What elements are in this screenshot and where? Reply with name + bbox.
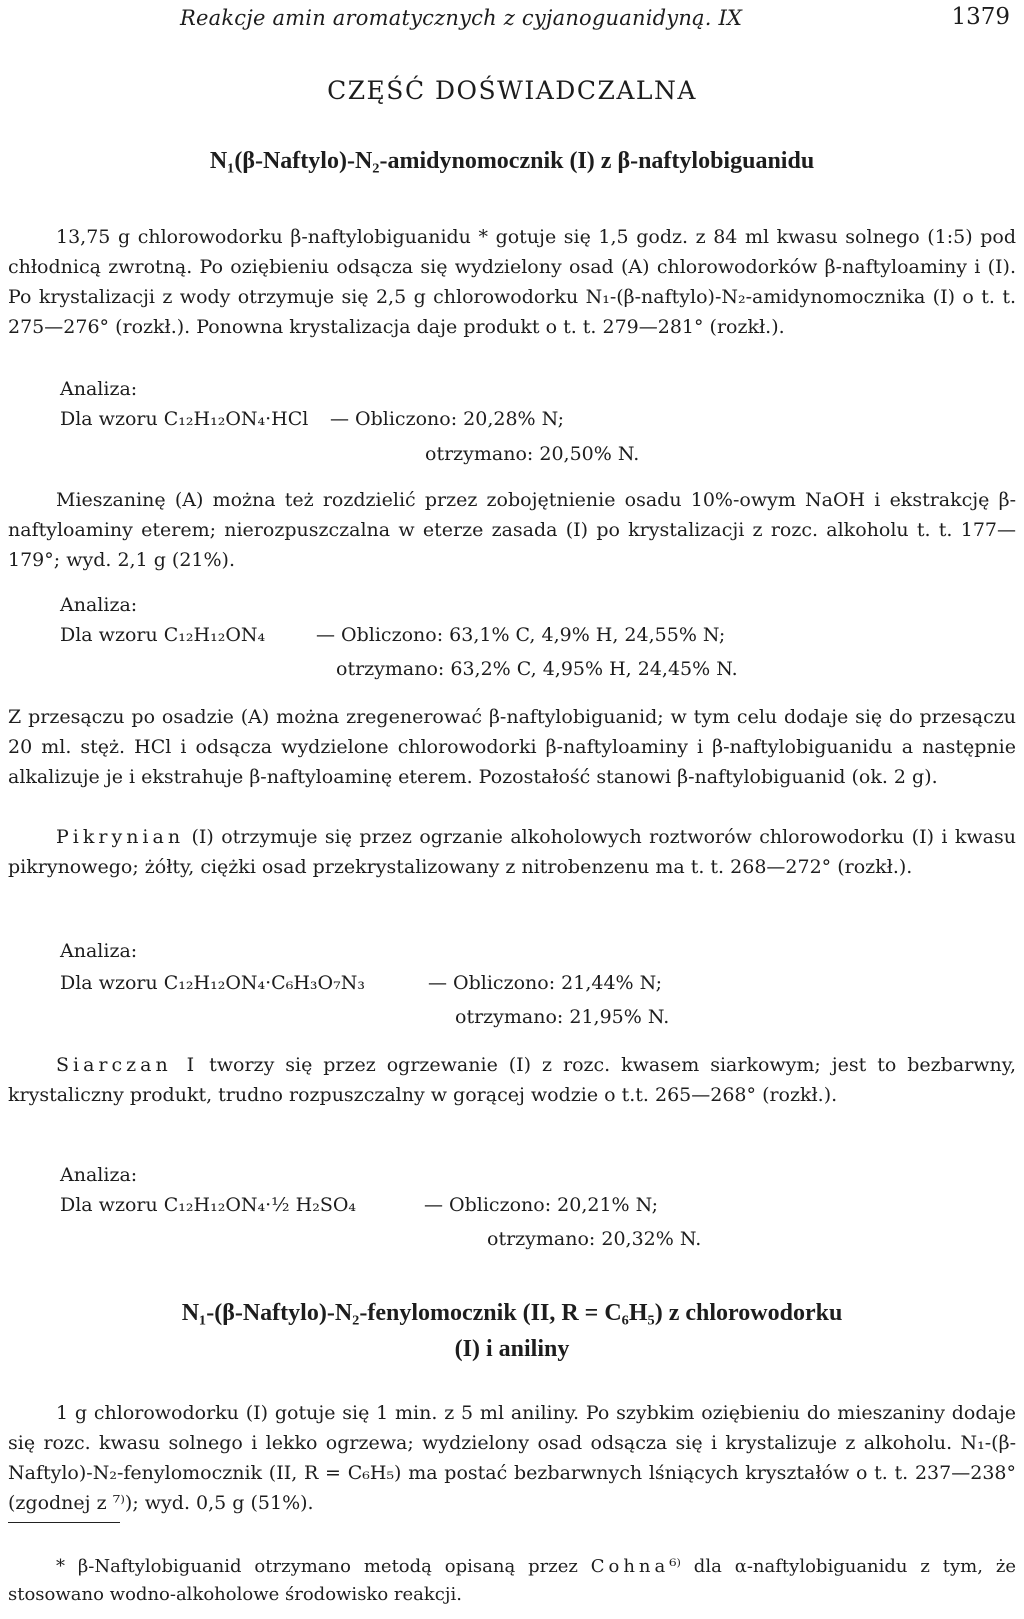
picrate-text: (I) otrzymuje się przez ogrzanie alkoholowych roztworów chlorowodorku (I) i kwasu pikrynowego; żółty, ciężki osad przekrystalizowany z nitrobenzenu ma t. t. 268—272° (rozkł.).: [8, 826, 1016, 878]
footnote-text-before: * β-Naftylobiguanid otrzymano metodą opisaną przez: [56, 1556, 591, 1577]
footnote-author: Cohna: [590, 1556, 670, 1577]
compound2-heading-line1: N₁-(β-Naftylo)-N₂-fenylomocznik (II, R = C₆H₅) z chlorowodorku: [181, 1300, 843, 1326]
analysis1-calculated: — Obliczono: 20,28% N;: [330, 408, 564, 430]
running-title: Reakcje amin aromatycznych z cyjanoguanidyną. IX: [180, 6, 743, 30]
page-number: 1379: [951, 4, 1010, 30]
compound2-paragraph1: 1 g chlorowodorku (I) gotuje się 1 min. z 5 ml aniliny. Po szybkim oziębieniu do mieszaniny dodaje się rozc. kwasu solnego i lekko ogrzewa; wydzielony osad odsącza się i krystalizuje z alkoholu. N₁-(β-Naftylo)-N₂-fenylomocznik (II, R = C₆H₅) ma postać bezbarwnych lśniących kryształów o t. t. 237—238° (zgodnej z ⁷⁾); wyd. 0,5 g (51%).: [8, 1402, 1016, 1514]
section-heading: CZĘŚĆ DOŚWIADCZALNA: [327, 76, 697, 105]
compound1-paragraph1: 13,75 g chlorowodorku β-naftylobiguanidu * gotuje się 1,5 godz. z 84 ml kwasu solnego (1:5) pod chłodnicą zwrotną. Po oziębieniu odsącza się wydzielony osad (A) chlorowodorków β-naftyloaminy i (I). Po krystalizacji z wody otrzymuje się 2,5 g chlorowodorku N₁-(β-naftylo)-N₂-amidynomocznika (I) o t. t. 275—276° (rozkł.). Ponowna krystalizacja daje produkt o t. t. 279—281° (rozkł.).: [8, 226, 1016, 338]
compound1-paragraph2: Mieszaninę (A) można też rozdzielić przez zobojętnienie osadu 10%-owym NaOH i ekstrakcję β-naftyloaminy eterem; nierozpuszczalna w eterze zasada (I) po krystalizacji z rozc. alkoholu t. t. 177—179°; wyd. 2,1 g (21%).: [8, 489, 1016, 571]
analysis3-formula: Dla wzoru C₁₂H₁₂ON₄·C₆H₃O₇N₃: [60, 972, 365, 994]
compound1-paragraph3: Z przesączu po osadzie (A) można zregenerować β-naftylobiguanid; w tym celu dodaje się do przesączu 20 ml. stęż. HCl i odsącza wydzielone chlorowodorki β-naftyloaminy i β-naftylobiguanidu a następnie alkalizuje je i ekstrahuje β-naftyloaminę eterem. Pozostałość stanowi β-naftylobiguanid (ok. 2 g).: [8, 706, 1016, 788]
analysis4-found: otrzymano: 20,32% N.: [487, 1228, 702, 1250]
analysis2-label: Analiza:: [60, 594, 138, 616]
picrate-term: Pikrynian: [56, 826, 185, 848]
footnote-text-after: dla α-naftylobiguanidu z tym, że stosowano wodno-alkoholowe środowisko reakcji.: [8, 1556, 1016, 1605]
analysis3-calculated: — Obliczono: 21,44% N;: [428, 972, 662, 994]
analysis2-formula: Dla wzoru C₁₂H₁₂ON₄: [60, 624, 266, 646]
analysis2-found: otrzymano: 63,2% C, 4,95% H, 24,45% N.: [336, 658, 738, 680]
analysis1-found: otrzymano: 20,50% N.: [425, 443, 640, 465]
analysis1-formula: Dla wzoru C₁₂H₁₂ON₄·HCl: [60, 408, 309, 430]
analysis4-label: Analiza:: [60, 1164, 138, 1186]
analysis2-calculated: — Obliczono: 63,1% C, 4,9% H, 24,55% N;: [316, 624, 726, 646]
analysis4-calculated: — Obliczono: 20,21% N;: [424, 1194, 658, 1216]
compound1-paragraph5: [8, 1050, 1016, 1110]
sulfate-term: Siarczan I: [56, 1054, 199, 1076]
analysis3-found: otrzymano: 21,95% N.: [455, 1006, 670, 1028]
footnote-ref: ⁶⁾: [669, 1556, 681, 1577]
analysis4-formula: Dla wzoru C₁₂H₁₂ON₄·½ H₂SO₄: [60, 1194, 357, 1216]
sulfate-text: tworzy się przez ogrzewanie (I) z rozc. kwasem siarkowym; jest to bezbarwny, krystaliczny produkt, trudno rozpuszczalny w gorącej wodzie o t.t. 265—268° (rozkł.).: [8, 1054, 1017, 1106]
footnote: [8, 1553, 1016, 1609]
footnote-rule: [8, 1522, 120, 1523]
compound1-heading: N₁(β-Naftylo)-N₂-amidynomocznik (I) z β-naftylobiguanidu: [209, 148, 815, 174]
compound2-heading-line2: (I) i aniliny: [454, 1336, 570, 1362]
analysis3-label: Analiza:: [60, 940, 138, 962]
analysis1-label: Analiza:: [60, 378, 138, 400]
compound1-paragraph4: [8, 822, 1016, 882]
